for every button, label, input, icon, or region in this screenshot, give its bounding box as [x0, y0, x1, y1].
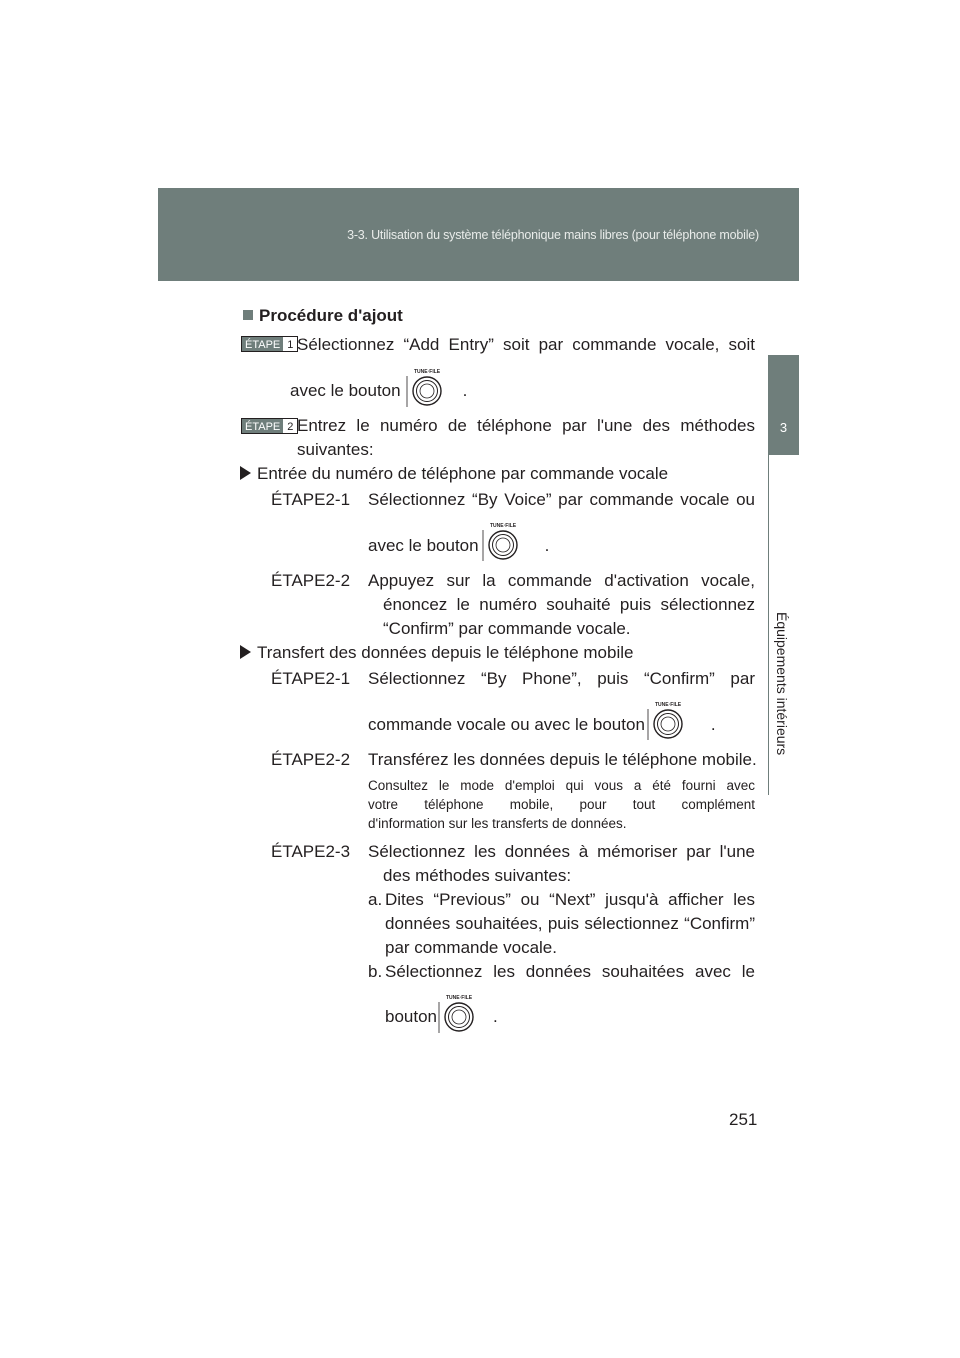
triangle-bullet-icon: [240, 645, 251, 659]
method1-step1-line2: [368, 534, 549, 558]
method2-step2-note3: d'information sur les transferts de données.: [368, 816, 627, 831]
tune-file-knob-icon: [481, 521, 521, 565]
option-b-marker: b.: [368, 962, 383, 981]
method2-step3-label: ÉTAPE2-3: [271, 842, 351, 861]
step-badge-label: ÉTAPE: [242, 419, 283, 433]
page-number: 251: [729, 1110, 758, 1129]
step2-line1: Entrez le numéro de téléphone par l'une des méthodes: [297, 416, 755, 435]
option-b-line2-period: .: [493, 1007, 498, 1026]
method2-step2-line1: Transférez les données depuis le téléphone mobile.: [368, 750, 757, 769]
knob-label: TUNE·FILE: [414, 369, 441, 375]
triangle-bullet-icon: [240, 466, 251, 480]
chapter-header: [158, 188, 799, 281]
step-badge-number: 2: [287, 421, 294, 433]
section-heading: 3-3. Utilisation du système téléphonique mains libres (pour téléphone mobile): [347, 228, 759, 242]
step-badge-number: 1: [287, 339, 294, 351]
step1-line2-period: .: [462, 381, 468, 400]
section-title-text: Procédure d'ajout: [259, 306, 403, 325]
method2-step3-line2: des méthodes suivantes:: [383, 866, 572, 885]
option-a-line2: données souhaitées, puis sélectionnez “Confirm”: [385, 914, 755, 933]
square-bullet-icon: [243, 310, 253, 320]
method2-step1-line2-text: commande vocale ou avec le bouton: [368, 715, 645, 734]
chapter-title: Équipements intérieurs: [774, 612, 790, 756]
method1-step2-label: ÉTAPE2-2: [271, 571, 351, 590]
method2-step1-label: ÉTAPE2-1: [271, 669, 351, 688]
method1-step1-line1: Sélectionnez “By Voice” par commande vocale ou: [368, 490, 755, 509]
step2-line2: suivantes:: [297, 440, 374, 459]
method2-step2-note1: Consultez le mode d'emploi qui vous a été fourni avec: [368, 778, 755, 793]
step-badge-1: [241, 336, 298, 352]
tune-file-knob-icon: [405, 367, 445, 411]
method2-step3-line1: Sélectionnez les données à mémoriser par l'une: [368, 842, 755, 861]
knob-label: TUNE·FILE: [655, 702, 682, 708]
step-badge-label: ÉTAPE: [242, 337, 283, 351]
method2-step2-note2: votre téléphone mobile, pour tout complément: [368, 797, 755, 812]
chapter-number: 3: [779, 420, 788, 435]
method1-title-text: Entrée du numéro de téléphone par commande vocale: [257, 464, 669, 483]
option-b-line2-text: bouton: [385, 1007, 437, 1026]
step-badge-2: [241, 418, 298, 434]
method1-step1-label: ÉTAPE2-1: [271, 490, 351, 509]
tune-file-knob-icon: [646, 700, 686, 744]
method1-step2-line1: Appuyez sur la commande d'activation vocale,: [368, 571, 755, 590]
method2-step2-label: ÉTAPE2-2: [271, 750, 351, 769]
method1-step1-line2-text: avec le bouton: [368, 536, 479, 555]
option-b-line1: Sélectionnez les données souhaitées avec le: [385, 962, 755, 981]
method1-step2-line3: “Confirm” par commande vocale.: [383, 619, 631, 638]
method2-step1-line2-period: .: [710, 715, 716, 734]
section-title: [243, 304, 403, 328]
step1-line1: Sélectionnez “Add Entry” soit par commande vocale, soit: [297, 335, 755, 354]
option-a-line3: par commande vocale.: [385, 938, 557, 957]
method1-step2-line2: énoncez le numéro souhaité puis sélectionnez: [383, 595, 755, 614]
tune-file-knob-icon: [437, 993, 477, 1037]
knob-label: TUNE·FILE: [446, 995, 473, 1001]
step1-line2-text: avec le bouton: [290, 381, 401, 400]
method2-title-text: Transfert des données depuis le téléphone mobile: [257, 643, 634, 662]
method2-step1-line1: Sélectionnez “By Phone”, puis “Confirm” par: [368, 669, 755, 688]
knob-label: TUNE·FILE: [490, 523, 517, 529]
option-a-marker: a.: [368, 890, 383, 909]
option-a-line1: Dites “Previous” ou “Next” jusqu'à afficher les: [385, 890, 755, 909]
method2-title: [240, 641, 633, 665]
method1-step1-line2-period: .: [544, 536, 550, 555]
method1-title: [240, 462, 668, 486]
